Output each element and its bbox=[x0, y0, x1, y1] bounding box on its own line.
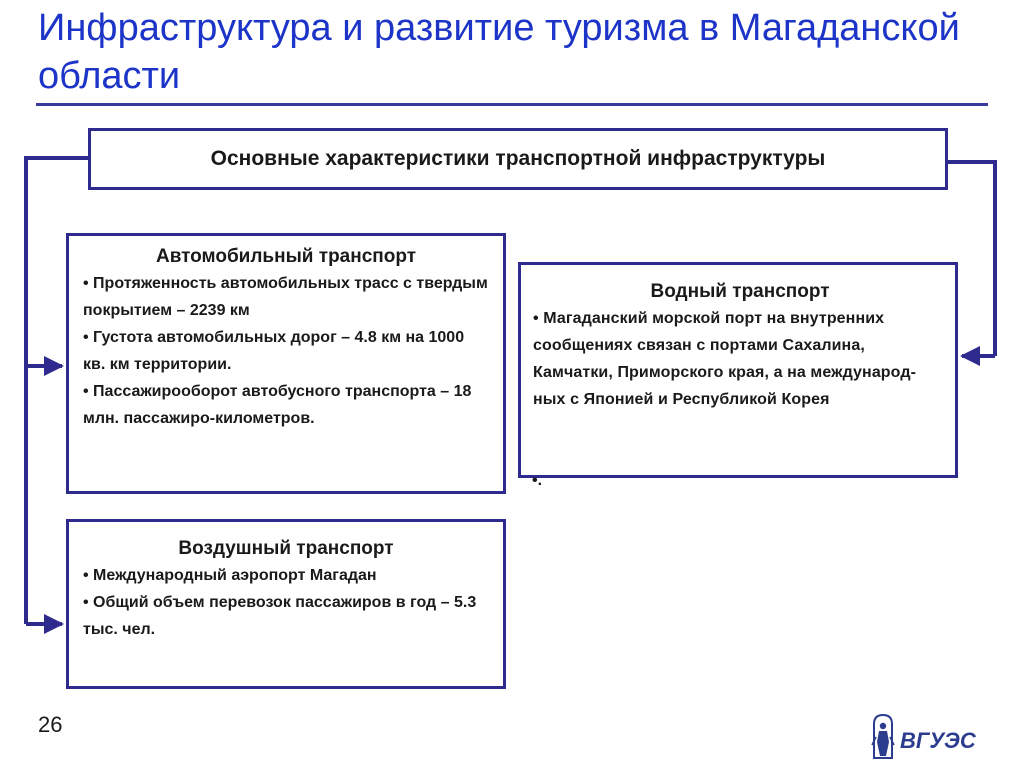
slide-title: Инфраструктура и развитие туризма в Магаданской области bbox=[38, 7, 960, 97]
page-number: 26 bbox=[38, 712, 63, 737]
air-transport-title: Воздушный транспорт bbox=[178, 538, 394, 559]
header-text: Основные характеристики транспортной инфраструктуры bbox=[210, 147, 826, 170]
logo-text: ВГУЭС bbox=[900, 728, 976, 753]
auto-transport-list bbox=[83, 270, 489, 432]
water-transport-box bbox=[518, 262, 958, 478]
auto-transport-title: Автомобильный транспорт bbox=[155, 246, 417, 267]
auto-bullet-length: • Протяженность автомобильных трасс с твердым покрытием – 2239 км bbox=[83, 275, 488, 319]
title-underline bbox=[36, 103, 988, 106]
logo-emblem-icon bbox=[872, 715, 894, 758]
air-bullet-volume: • Общий объем перевозок пассажиров в год – 5.3 тыс. чел. bbox=[83, 594, 477, 638]
auto-bullet-density: • Густота автомобильных дорог – 4.8 км на 1000 кв. км территории. bbox=[83, 329, 465, 373]
water-transport-title: Водный транспорт bbox=[650, 281, 830, 302]
header-box bbox=[88, 128, 948, 190]
auto-bullet-passenger-turnover: • Пассажирооборот автобусного транспорта – 18 млн. пассажиро-километров. bbox=[83, 383, 472, 427]
vguep-logo bbox=[866, 712, 986, 762]
air-bullet-airport: • Международный аэропорт Магадан bbox=[83, 567, 377, 584]
water-bullet-port: • Магаданский морской порт на внутренних сообщениях связан с портами Сахалина, Камчатки, Приморского края, а на международ-ных с Японией и Республикой Корея bbox=[533, 310, 917, 408]
water-transport-list bbox=[533, 305, 947, 413]
air-transport-list bbox=[83, 562, 489, 643]
air-transport-box bbox=[66, 519, 506, 689]
auto-transport-box bbox=[66, 233, 506, 494]
water-trailing-bullet: •. bbox=[532, 472, 543, 489]
